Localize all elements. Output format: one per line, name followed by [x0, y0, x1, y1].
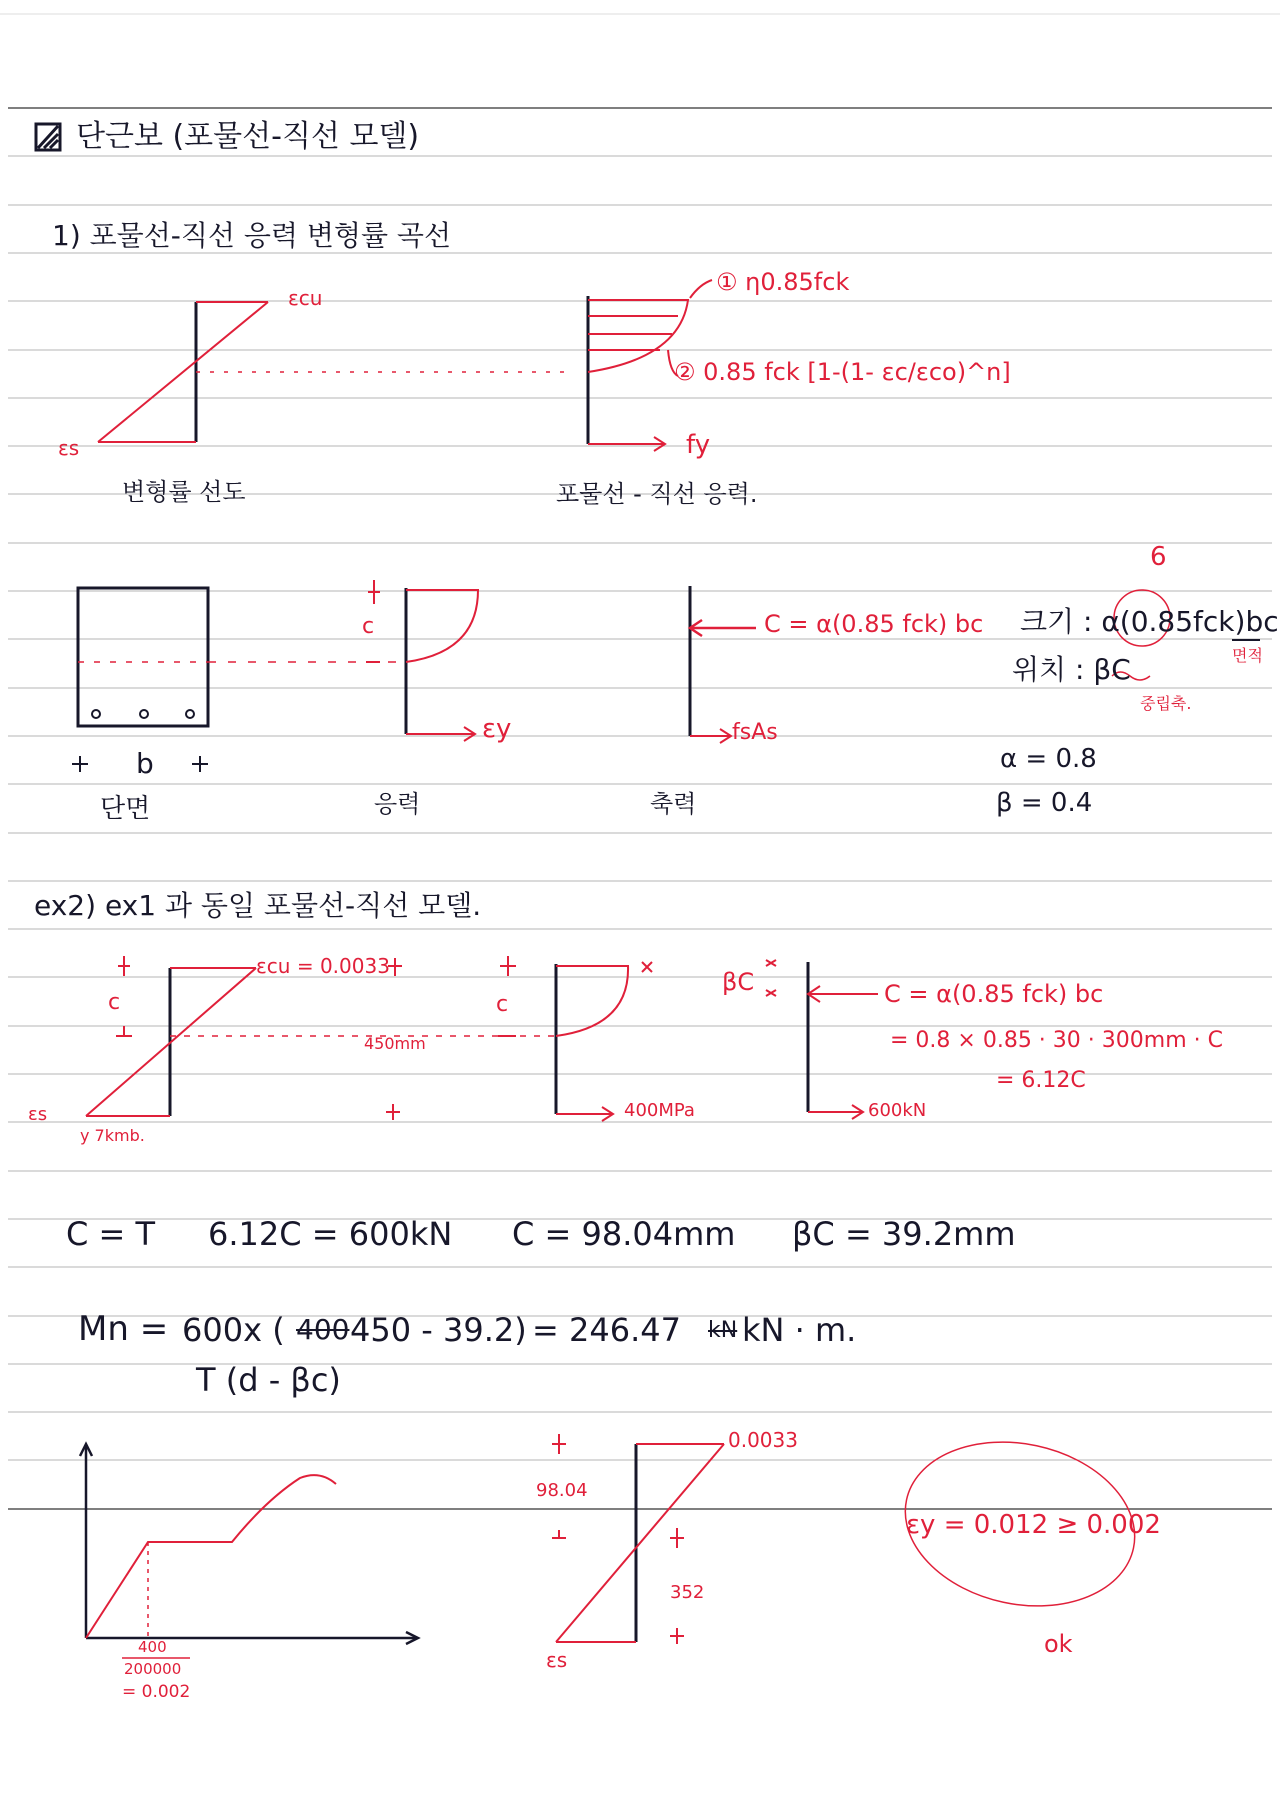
equation-bc-value: βC = 39.2mm: [792, 1215, 1016, 1253]
stress-x-label: fy: [686, 430, 711, 460]
equation-612c: 6.12C = 600kN: [208, 1215, 453, 1253]
mn-result: = 246.47: [532, 1311, 681, 1349]
fy-fraction-den: 200000: [124, 1660, 182, 1678]
example-stress-x-label: 400MPa: [624, 1100, 695, 1121]
section1-heading: 1) 포물선-직선 응력 변형률 곡선: [52, 219, 452, 252]
size-note: 면적: [1232, 646, 1263, 665]
force-caption: 축력: [650, 790, 697, 818]
stress-label-2: ② 0.85 fck [1-(1- εc/εco)^n]: [674, 358, 1011, 386]
mn-label: Mn =: [78, 1309, 169, 1349]
mn-unit: kN · m.: [742, 1311, 857, 1349]
example-strain-top: εcu = 0.0033: [256, 954, 390, 978]
stress-caption-2: 응력: [374, 790, 421, 818]
fy-result: = 0.002: [122, 1682, 191, 1702]
example-bc-label: βC: [722, 968, 755, 996]
neutral-depth-c-label: c: [362, 614, 375, 639]
circled-note: 6: [1150, 542, 1167, 572]
stress-x-label-2: εy: [482, 714, 512, 744]
fy-fraction-num: 400: [138, 1638, 167, 1656]
position-note: 중립축.: [1140, 694, 1192, 713]
yield-check: εy = 0.012 ≥ 0.002: [906, 1510, 1161, 1540]
mn-expression-post: 450 - 39.2): [350, 1311, 527, 1349]
force-t-label: fsAs: [732, 720, 778, 745]
width-b-label: b: [136, 747, 154, 780]
ok-mark: ok: [1044, 1630, 1073, 1658]
example-stress-diagram: [498, 956, 652, 1121]
size-label: 크기 : α(0.85fck)bc: [1020, 605, 1279, 638]
example-d-label: 450mm: [364, 1034, 426, 1053]
stress-block-2: [366, 580, 478, 741]
strain-top-label: εcu: [288, 286, 323, 310]
section-caption: 단면: [100, 794, 151, 824]
example-force-diagram: [766, 960, 878, 1119]
alpha-value: α = 0.8: [1000, 744, 1097, 774]
stress-caption: 포물선 - 직선 응력.: [556, 480, 758, 508]
example-stress-c-label: c: [496, 992, 509, 1017]
strain-bottom-label: εs: [58, 436, 80, 460]
force-c-label: C = α(0.85 fck) bc: [764, 610, 984, 638]
equation-c-equals-t: C = T: [66, 1215, 156, 1253]
bottom-strain-top: 0.0033: [728, 1428, 798, 1452]
example-es-label: εs: [28, 1104, 48, 1125]
position-label: 위치 : βC: [1012, 653, 1131, 686]
title-box-icon: [36, 124, 60, 150]
example-yield-label: y 7kmb.: [80, 1126, 145, 1145]
mn-expression-pre: 600x (: [182, 1311, 285, 1349]
example-force-line3: = 6.12C: [996, 1068, 1086, 1093]
example-force-line2: = 0.8 × 0.85 · 30 · 300mm · C: [890, 1028, 1223, 1053]
mn-subline: T (d - βc): [196, 1361, 341, 1399]
beta-value: β = 0.4: [996, 788, 1093, 818]
equation-c-value: C = 98.04mm: [512, 1215, 736, 1253]
example-force-t-label: 600kN: [868, 1100, 927, 1121]
bottom-c-value: 98.04: [536, 1480, 588, 1501]
page-title: 단근보 (포물선-직선 모델): [76, 119, 420, 154]
example-heading: ex2) ex1 과 동일 포물선-직선 모델.: [34, 889, 482, 922]
stress-strain-graph: [80, 1444, 418, 1658]
stress-label-1: ① η0.85fck: [716, 268, 850, 296]
example-force-line1: C = α(0.85 fck) bc: [884, 980, 1104, 1008]
bottom-es-label: εs: [546, 1648, 568, 1672]
bottom-strain-diagram: [552, 1434, 724, 1644]
beam-cross-section: [72, 588, 400, 772]
strain-caption: 변형률 선도: [122, 478, 246, 506]
bottom-d-value: 352: [670, 1582, 705, 1603]
mn-struck-400: 400: [296, 1313, 350, 1346]
example-strain-diagram: [86, 956, 556, 1120]
mn-struck-unit: kN: [708, 1318, 738, 1343]
strain-diagram-1: [98, 302, 570, 442]
example-c-label: c: [108, 990, 121, 1015]
